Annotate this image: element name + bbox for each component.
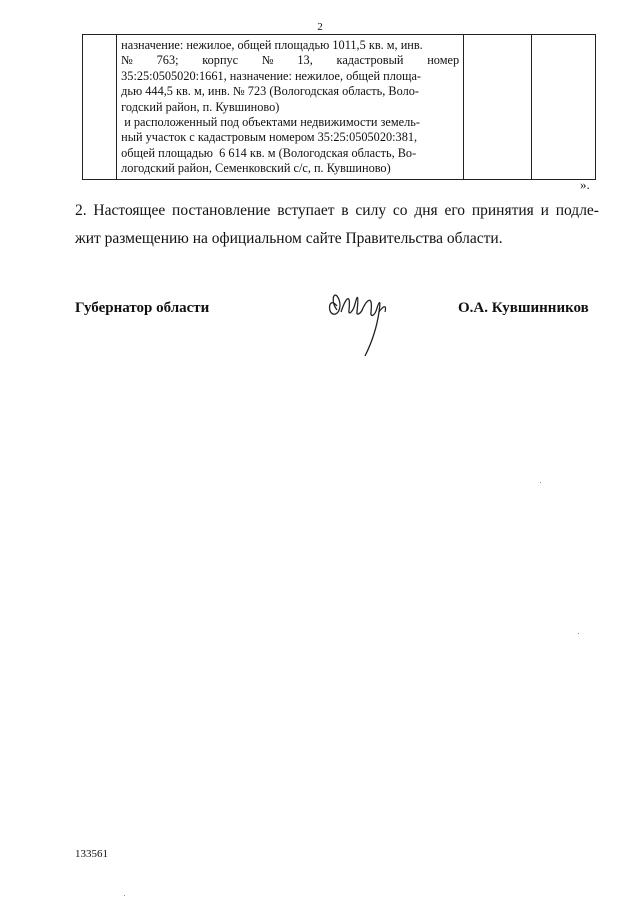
description-word: №	[261, 53, 274, 68]
paragraph-word: дня	[414, 202, 438, 219]
paragraph-word: подле-	[555, 202, 599, 219]
scan-speck	[540, 482, 541, 483]
description-line: годский район, п. Кувшиново)	[121, 99, 280, 114]
description-word: №	[121, 53, 133, 68]
handwritten-signature	[325, 282, 405, 362]
paragraph-word: 2.	[75, 202, 87, 219]
description-word: корпус	[202, 53, 239, 68]
description-word: кадастровый	[336, 53, 404, 68]
closing-quote: ».	[580, 177, 590, 192]
table-cell-number	[83, 35, 117, 180]
description-line: и расположенный под объектами недвижимости земель-	[121, 115, 420, 130]
signatory-title: Губернатор области	[75, 300, 210, 316]
paragraph-word: и	[540, 202, 549, 219]
scan-speck	[578, 633, 579, 634]
paragraph-word: со	[392, 202, 408, 219]
page-number: 2	[317, 21, 323, 33]
table-row	[83, 35, 596, 180]
paragraph-word: силу	[355, 202, 387, 219]
description-word: номер	[427, 53, 460, 68]
description-line: логодский район, Семенковский с/с, п. Кувшиново)	[121, 161, 391, 176]
paragraph-word: в	[341, 202, 349, 219]
description-line: ный участок с кадастровым номером 35:25:0505020:381,	[121, 130, 418, 145]
scan-speck	[124, 895, 125, 896]
description-line: общей площадью 6 614 кв. м (Вологодская область, Во-	[121, 145, 417, 160]
description-word: 13,	[297, 53, 313, 68]
property-table	[82, 34, 596, 180]
paragraph-justified-line	[75, 202, 599, 220]
paragraph-word: принятия	[471, 202, 534, 219]
paragraph-word: Настоящее	[93, 202, 166, 219]
description-line-justified	[121, 53, 459, 68]
description-line: дью 444,5 кв. м, инв. № 723 (Вологодская область, Воло-	[121, 84, 419, 99]
paragraph-word: его	[444, 202, 466, 219]
paragraph-line-1	[75, 202, 599, 220]
document-code: 133561	[75, 848, 108, 860]
paragraph-line-2: жит размещению на официальном сайте Правительства области.	[75, 230, 503, 247]
table-cell-empty	[532, 35, 596, 180]
description-word: 763;	[156, 53, 179, 68]
paragraph-word: постановление	[172, 202, 271, 219]
paragraph-word: вступает	[277, 202, 335, 219]
signatory-name: О.А. Кувшинников	[458, 300, 589, 316]
description-line: назначение: нежилое, общей площадью 1011,5 кв. м, инв.	[121, 38, 423, 52]
table-cell-description	[117, 35, 464, 180]
table-cell-empty	[464, 35, 532, 180]
description-line: 35:25:0505020:1661, назначение: нежилое, общей площа-	[121, 68, 422, 83]
